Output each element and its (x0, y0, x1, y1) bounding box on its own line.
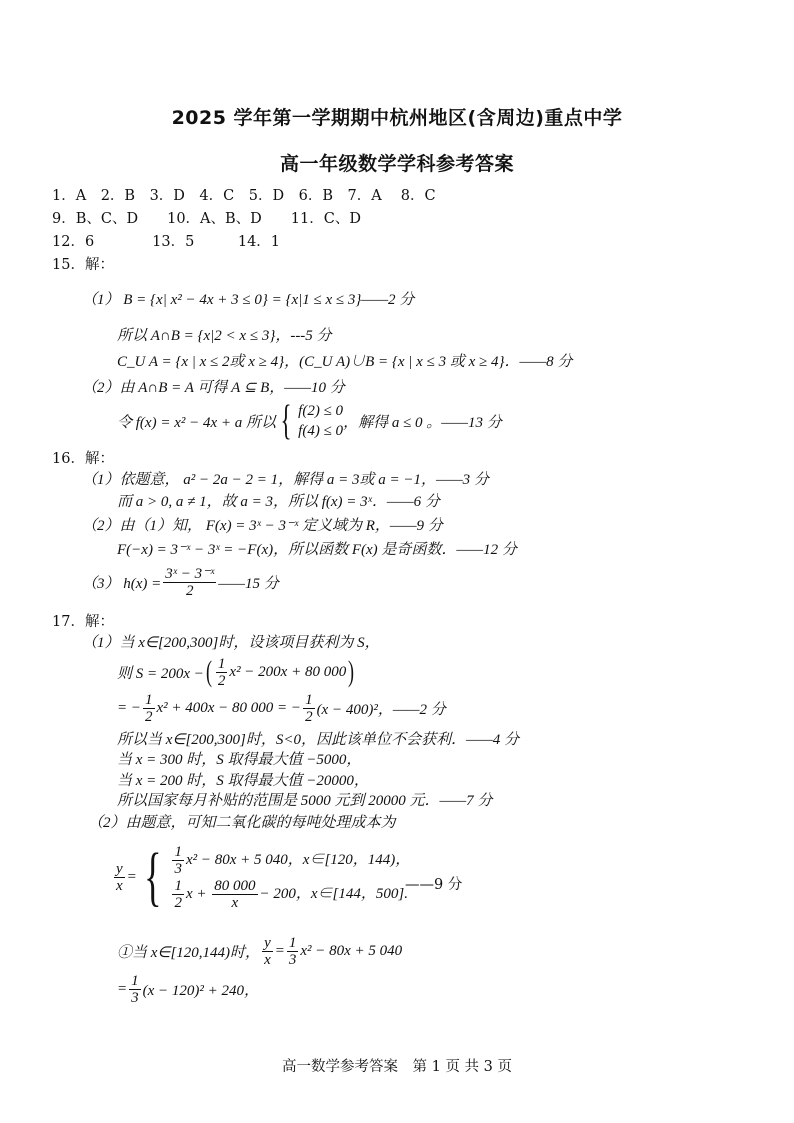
q16-part3-pre: （3） h(x) = (82, 576, 162, 592)
q15-condition-1: f(2) ≤ 0 (298, 403, 344, 419)
q17-case-1-analysis (117, 935, 402, 968)
q17-part1-simplified (117, 692, 446, 725)
case-1-fraction (172, 844, 184, 877)
q16-part3 (82, 566, 279, 599)
q15-heading: 15．解： (52, 257, 114, 273)
page-footer: 高一数学参考答案 第 1 页 共 3 页 (282, 1059, 512, 1075)
q16-part1b-text: 而 a > 0, a ≠ 1，故 a = 3，所以 f(x) = 3ˣ．——6 分 (117, 494, 440, 510)
q17-vertex-pre: = (117, 981, 128, 997)
fraction-numerator: 3ˣ − 3⁻ˣ (165, 566, 215, 582)
q17-piecewise (112, 840, 411, 914)
case-2-mid: x + (185, 886, 207, 903)
fraction-denominator: 2 (305, 709, 313, 725)
q15-part1 (82, 290, 414, 310)
q15-part2-system-pre: 令 f(x) = x² − 4x + a 所以 (117, 414, 276, 431)
q15-part1-complement (117, 352, 572, 372)
fraction-denominator: 2 (145, 709, 153, 725)
q17-piecewise-case-1 (170, 843, 410, 877)
q17-part1-max-200 (117, 771, 369, 791)
q16-part1b (117, 492, 440, 512)
q17-part1d-text: 所以当 x∈[200,300]时，S<0，因此该单位不会获利．——4 分 (117, 732, 519, 748)
q16-part2b (117, 540, 517, 560)
fraction-numerator: 1 (305, 692, 313, 708)
answers-row-3: 12．6 13．5 14．1 (52, 234, 281, 250)
fraction-denominator: x (231, 895, 239, 912)
q17-part1-subsidy (117, 791, 492, 811)
case-2-fraction-b (212, 878, 257, 911)
fraction-denominator: 2 (217, 672, 226, 689)
fraction-numerator: 1 (288, 935, 297, 951)
q17-part2-text: （2）由题意，可知二氧化碳的每吨处理成本为 (88, 815, 396, 831)
q15-part1c-text: C_U A = {x | x ≤ 2或 x ≥ 4}，(C_U A)∪B = {x | x ≤ 3 或 x ≥ 4}．——8 分 (117, 354, 573, 370)
q15-part2-system-post: ，解得 a ≤ 0 。——13 分 (343, 414, 502, 431)
fraction-denominator: 3 (288, 952, 297, 968)
q15-part2-text: （2）由 A∩B = A 可得 A ⊆ B，——10 分 (82, 380, 345, 396)
q17-case-1-pre: ①当 x∈[120,144)时， (117, 945, 261, 961)
q16-part3-fraction (163, 566, 216, 599)
q15-part1-intersection (117, 326, 332, 346)
fraction-numerator: 1 (174, 878, 182, 895)
right-paren: ) (348, 655, 355, 688)
q16-part2 (82, 516, 443, 536)
q17-part1 (82, 633, 380, 653)
fraction-numerator: 1 (217, 655, 226, 672)
fraction-numerator: 1 (174, 844, 182, 861)
q17-piecewise-lhs (114, 861, 125, 894)
fraction-denominator: 2 (186, 583, 194, 599)
fraction-denominator: 2 (174, 895, 182, 912)
q17-profit-post: x² − 200x + 80 000 (229, 663, 347, 680)
fraction-numerator: 80 000 (214, 878, 256, 895)
q15-part2-system (117, 400, 502, 442)
q17-part1f-text: 当 x = 200 时，S 取得最大值 −20000， (117, 773, 369, 789)
q17-vertex-fraction (129, 973, 141, 1006)
q17-profit-pre: 则 S = 200x − (117, 665, 204, 682)
case-1-text: x² − 80x + 5 040，x∈[120，144)， (185, 852, 411, 868)
q15-part1b-text: 所以 A∩B = {x|2 < x ≤ 3}，---5 分 (117, 328, 332, 344)
q17-part1e-text: 当 x = 300 时，S 取得最大值 −5000， (117, 752, 362, 768)
q16-part2b-text: F(−x) = 3⁻ˣ − 3ˣ = −F(x)，所以函数 F(x) 是奇函数．——12 分 (117, 542, 517, 558)
fraction-denominator: x (116, 877, 123, 894)
q17-simplified-fraction-2 (303, 692, 315, 725)
fraction-numerator: y (264, 935, 271, 951)
q17-part1-profit (117, 655, 356, 689)
fraction-numerator: 1 (131, 973, 139, 989)
case-2-text: − 200，x∈[144，500]. (259, 886, 408, 903)
q17-case-1-post: x² − 80x + 5 040 (300, 943, 403, 959)
left-brace: { (280, 398, 292, 444)
q17-simplified-fraction-1 (143, 692, 155, 725)
fraction-numerator: 1 (145, 692, 153, 708)
q17-part2 (88, 813, 396, 833)
q16-part1-text: （1）依题意， a² − 2a − 2 = 1，解得 a = 3或 a = −1，——3 分 (82, 472, 489, 488)
q17-case-1-vertex-form (117, 973, 259, 1006)
fraction-denominator: 3 (131, 990, 139, 1006)
q17-simplified-post: (x − 400)²，——2 分 (316, 702, 446, 718)
q15-condition-2: f(4) ≤ 0 (298, 423, 344, 439)
q17-profit-fraction (216, 656, 228, 689)
fraction-denominator: 3 (174, 861, 182, 878)
q17-case-1-fraction (287, 935, 299, 968)
q17-piecewise-case-2 (170, 877, 410, 911)
left-brace: { (143, 840, 162, 914)
page-subtitle: 高一年级数学学科参考答案 (279, 153, 514, 175)
equals-sign: = (274, 943, 285, 959)
q17-part1-text: （1）当 x∈[200,300]时，设该项目获利为 S， (82, 635, 380, 651)
q17-case-1-lhs (262, 935, 273, 968)
fraction-denominator: x (264, 952, 271, 968)
left-paren: ( (205, 655, 212, 688)
q17-part1-conclusion (117, 730, 519, 750)
q17-simplified-pre: = − (117, 700, 141, 716)
answers-row-1: 1．A 2．B 3．D 4．C 5．D 6．B 7．A 8．C (52, 188, 436, 204)
q17-simplified-mid: x² + 400x − 80 000 = − (156, 700, 302, 716)
q17-vertex-post: (x − 120)² + 240， (142, 983, 260, 999)
equals-sign: = (126, 868, 137, 885)
q15-part1-text: （1） B = {x| x² − 4x + 3 ≤ 0} = {x|1 ≤ x ≤ 3}——2 分 (82, 292, 415, 308)
q16-part3-post: ——15 分 (218, 576, 279, 592)
q15-part2 (82, 378, 345, 398)
q17-part2-score: ——9 分 (405, 877, 463, 893)
q17-part1-max-300 (117, 750, 361, 770)
q16-heading: 16．解： (52, 451, 114, 467)
fraction-numerator: y (116, 860, 123, 877)
q17-part1g-text: 所以国家每月补贴的范围是 5000 元到 20000 元．——7 分 (117, 793, 493, 809)
q17-heading: 17．解： (52, 614, 114, 630)
case-2-fraction-a (172, 878, 184, 911)
page-title: 2025 学年第一学期期中杭州地区(含周边)重点中学 (171, 107, 623, 129)
answers-row-2: 9．B、C、D 10．A、B、D 11．C、D (52, 211, 361, 227)
q16-part1 (82, 470, 489, 490)
q16-part2-text: （2）由（1）知， F(x) = 3ˣ − 3⁻ˣ 定义域为 R，——9 分 (82, 518, 443, 534)
